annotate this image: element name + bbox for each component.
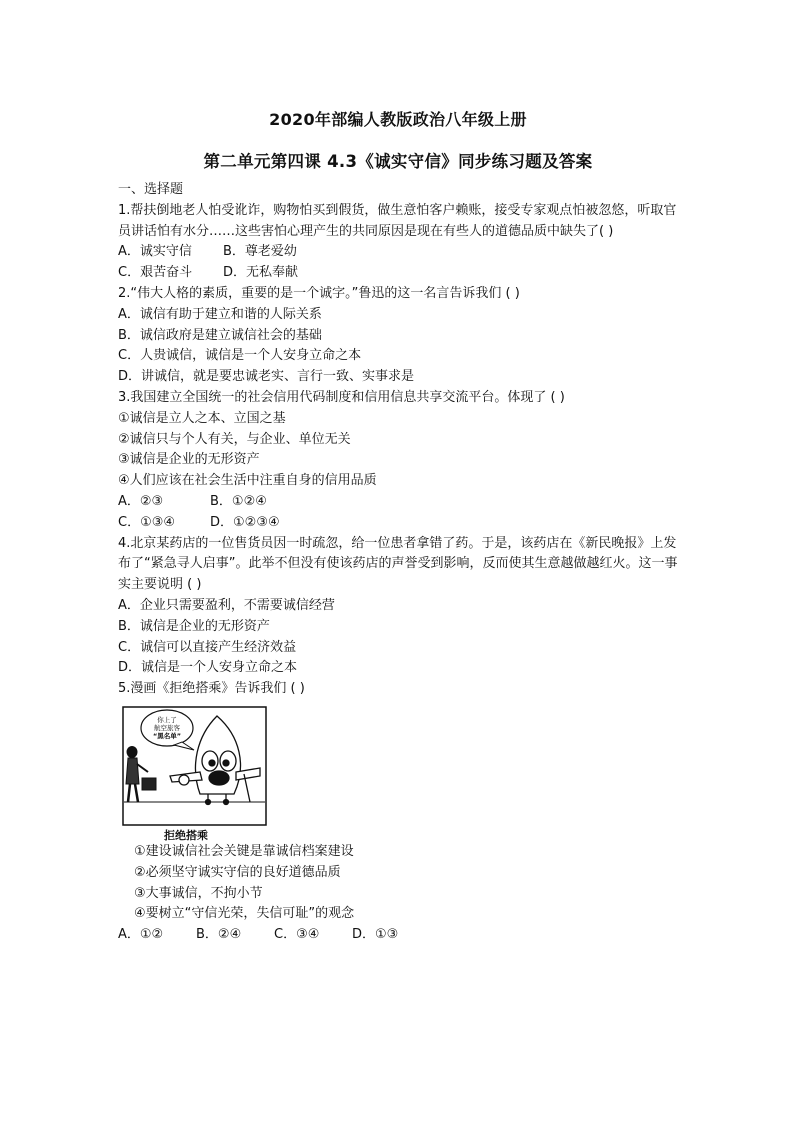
question-4-option-c: C．诚信可以直接产生经济效益 <box>118 639 297 655</box>
question-5-option-a: A．①② <box>118 927 164 943</box>
question-5-statement-1: ①建设诚信社会关键是靠诚信档案建设 <box>134 843 354 859</box>
question-2-stem: 2.“伟大人格的素质，重要的是一个诚字。”鲁迅的这一名言告诉我们 ( ) <box>118 285 520 301</box>
document-title: 2020年部编人教版政治八年级上册 <box>269 110 527 129</box>
question-1-option-c: C．艰苦奋斗 <box>118 265 193 281</box>
question-3-options-row-1 <box>118 492 678 513</box>
question-3-statement-2: ②诚信只与个人有关，与企业、单位无关 <box>118 431 351 447</box>
question-5-option-d: D．①③ <box>352 927 399 943</box>
question-1-options-row-2 <box>118 263 678 284</box>
question-3-option-d: D．①②③④ <box>210 514 280 530</box>
document-body <box>118 180 678 946</box>
question-1-stem: 1.帮扶倒地老人怕受讹诈，购物怕买到假货，做生意怕客户赖账，接受专家观点怕被忽悠，听取官员讲话怕有水分……这些害怕心理产生的共同原因是现在有些人的道德品质中缺失了( ) <box>118 202 677 239</box>
question-3-options-row-2 <box>118 513 678 534</box>
question-5-statement-4: ④要树立“守信光荣，失信可耻”的观念 <box>134 906 355 922</box>
question-4-option-a: A．企业只需要盈利，不需要诚信经营 <box>118 597 335 613</box>
question-4-option-d: D．诚信是一个人安身立命之本 <box>118 660 298 676</box>
question-3-option-a: A．②③ <box>118 493 164 509</box>
question-2-option-c: C．人贵诚信，诚信是一个人安身立命之本 <box>118 348 362 364</box>
question-2-option-b: B．诚信政府是建立诚信社会的基础 <box>118 327 322 343</box>
section-heading: 一、选择题 <box>118 182 184 197</box>
cartoon-bubble-line-3: “黑名单” <box>152 731 182 740</box>
cartoon-bubble-line-1: 你上了 <box>157 715 177 724</box>
question-1-option-d: D．无私奉献 <box>223 265 299 281</box>
question-4-stem: 4.北京某药店的一位售货员因一时疏忽，给一位患者拿错了药。于是，该药店在《新民晚报》上发布了“紧急寻人启事”。此举不但没有使该药店的声誉受到影响，反而使其生意越做越红火。这一事实主要说明 ( ) <box>118 535 678 593</box>
question-3-stem: 3.我国建立全国统一的社会信用代码制度和信用信息共享交流平台。体现了 ( ) <box>118 389 565 405</box>
question-3-statement-1: ①诚信是立人之本、立国之基 <box>118 410 286 426</box>
question-5-stem: 5.漫画《拒绝搭乘》告诉我们 ( ) <box>118 681 305 697</box>
document-subtitle: 第二单元第四课 4.3《诚实守信》同步练习题及答案 <box>203 152 593 171</box>
question-5-options-row <box>118 925 678 946</box>
question-5-option-c: C．③④ <box>274 927 320 943</box>
question-2-option-a: A．诚信有助于建立和谐的人际关系 <box>118 306 322 322</box>
cartoon-caption: 拒绝搭乘 <box>164 828 208 842</box>
question-3-statement-3: ③诚信是企业的无形资产 <box>118 452 260 468</box>
question-2-option-d: D．讲诚信，就是要忠诚老实、言行一致、实事求是 <box>118 369 415 385</box>
cartoon-refuse-boarding <box>122 706 267 826</box>
question-3-option-b: B．①②④ <box>210 493 267 509</box>
question-4-option-b: B．诚信是企业的无形资产 <box>118 618 270 634</box>
question-1-options-row-1 <box>118 242 678 263</box>
question-1-option-b: B．尊老爱幼 <box>223 244 297 260</box>
question-1-option-a: A．诚实守信 <box>118 244 192 260</box>
question-3-option-c: C．①③④ <box>118 514 176 530</box>
question-5-option-b: B．②④ <box>196 927 242 943</box>
cartoon-illustration <box>122 706 267 826</box>
question-5-statement-3: ③大事诚信，不拘小节 <box>134 885 263 901</box>
question-5-statement-2: ②必须坚守诚实守信的良好道德品质 <box>134 864 341 880</box>
question-3-statement-4: ④人们应该在社会生活中注重自身的信用品质 <box>118 473 377 489</box>
cartoon-bubble-line-2: 航空旅客 <box>154 723 180 732</box>
